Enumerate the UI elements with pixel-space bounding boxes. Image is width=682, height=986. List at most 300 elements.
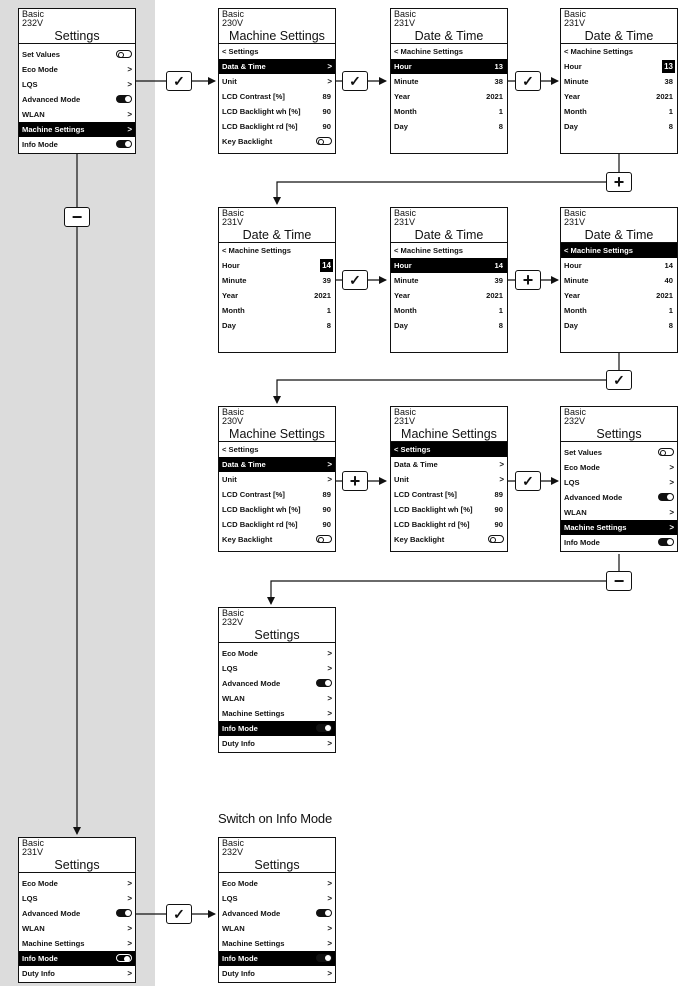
row-label: Hour [564, 62, 582, 71]
row-label: Unit [222, 475, 237, 484]
mode-label: Basic [564, 208, 587, 218]
row-label: Advanced Mode [564, 493, 623, 502]
row-label: WLAN [222, 694, 245, 703]
menu-row[interactable] [391, 104, 507, 119]
menu-row[interactable] [391, 457, 507, 472]
row-value: 2021 [486, 291, 503, 300]
chevron-right-icon: > [127, 924, 132, 933]
device-screen [560, 8, 678, 154]
row-label: Info Mode [222, 954, 258, 963]
menu-row[interactable] [219, 472, 335, 487]
row-label: Year [394, 291, 411, 300]
menu-row[interactable] [391, 502, 507, 517]
row-value: 8 [326, 321, 331, 330]
chevron-right-icon: > [127, 110, 132, 119]
menu-row[interactable] [19, 906, 135, 921]
row-label: WLAN [22, 924, 45, 933]
mode-label: Basic [222, 208, 245, 218]
chevron-right-icon: > [669, 463, 674, 472]
chevron-right-icon: > [127, 894, 132, 903]
device-screen [218, 207, 336, 353]
row-value: 90 [322, 107, 331, 116]
row-value: 1 [326, 306, 331, 315]
row-value: 8 [498, 321, 503, 330]
row-label: Month [394, 107, 417, 116]
menu-row[interactable] [219, 736, 335, 751]
menu-row[interactable] [219, 502, 335, 517]
chevron-right-icon: > [327, 460, 332, 469]
menu-row[interactable] [19, 891, 135, 906]
menu-row[interactable] [561, 288, 677, 303]
menu-row[interactable] [391, 258, 507, 273]
screen-title: Machine Settings [219, 427, 335, 442]
menu-row[interactable] [219, 318, 335, 333]
mode-label: Basic [394, 407, 417, 417]
row-value: 1 [668, 107, 673, 116]
menu-row[interactable] [391, 119, 507, 134]
row-value: 89 [322, 92, 331, 101]
menu-row[interactable] [219, 134, 335, 149]
row-label: Year [564, 291, 581, 300]
device-screen [18, 8, 136, 154]
screen-header [19, 9, 135, 29]
menu-row[interactable] [219, 706, 335, 721]
row-value: 90 [322, 505, 331, 514]
toggle-on-icon[interactable] [316, 724, 332, 732]
toggle-on-icon[interactable] [658, 538, 674, 546]
row-label: Minute [564, 276, 589, 285]
row-label: Duty Info [22, 969, 55, 978]
chevron-right-icon: > [127, 879, 132, 888]
row-value: 13 [494, 62, 503, 71]
menu-row[interactable] [19, 47, 135, 62]
row-label: Key Backlight [222, 535, 273, 544]
chevron-right-icon: > [669, 478, 674, 487]
caption: Switch on Info Mode [218, 811, 332, 826]
back-nav[interactable]: < Machine Settings [222, 246, 291, 255]
voltage-label: 231V [22, 847, 44, 857]
plus-button[interactable]: + [606, 172, 632, 192]
row-value: 90 [322, 520, 331, 529]
voltage-label: 231V [394, 18, 416, 28]
row-label: Data & Time [394, 460, 438, 469]
menu-row[interactable] [561, 59, 677, 74]
back-nav[interactable]: < Settings [391, 442, 507, 457]
chevron-right-icon: > [127, 969, 132, 978]
row-label: Day [394, 321, 408, 330]
confirm-button[interactable]: ✓ [342, 71, 368, 91]
chevron-right-icon: > [127, 65, 132, 74]
confirm-button[interactable]: ✓ [515, 471, 541, 491]
row-value: 8 [668, 122, 673, 131]
row-label: Key Backlight [394, 535, 445, 544]
voltage-label: 232V [564, 416, 586, 426]
menu-row[interactable] [19, 122, 135, 137]
row-label: Advanced Mode [222, 679, 281, 688]
row-label: Advanced Mode [22, 909, 81, 918]
device-screen [218, 406, 336, 552]
confirm-button[interactable]: ✓ [166, 71, 192, 91]
menu-row[interactable] [219, 876, 335, 891]
row-label: Eco Mode [222, 879, 258, 888]
row-label: Info Mode [22, 140, 58, 149]
menu-row[interactable] [219, 119, 335, 134]
menu-row[interactable] [561, 273, 677, 288]
device-screen [560, 207, 678, 353]
row-label: LCD Backlight rd [%] [394, 520, 470, 529]
chevron-right-icon: > [327, 879, 332, 888]
row-label: WLAN [222, 924, 245, 933]
screen-title: Settings [19, 858, 135, 873]
toggle-off-icon[interactable] [658, 448, 674, 456]
screen-header [561, 9, 677, 29]
menu-row[interactable] [219, 74, 335, 89]
menu-row[interactable] [219, 891, 335, 906]
row-value: 2021 [656, 291, 673, 300]
device-screen [390, 207, 508, 353]
chevron-right-icon: > [327, 62, 332, 71]
toggle-on-icon[interactable] [316, 954, 332, 962]
chevron-right-icon: > [327, 969, 332, 978]
row-label: Machine Settings [564, 523, 627, 532]
row-label: Month [222, 306, 245, 315]
menu-row[interactable] [561, 490, 677, 505]
menu-row[interactable] [561, 303, 677, 318]
row-value: 1 [668, 306, 673, 315]
row-value: 1 [498, 306, 503, 315]
menu-row[interactable] [391, 487, 507, 502]
menu-row[interactable] [219, 676, 335, 691]
menu-row[interactable] [561, 520, 677, 535]
chevron-right-icon: > [499, 475, 504, 484]
menu-row[interactable] [19, 921, 135, 936]
row-value: 38 [664, 77, 673, 86]
menu-row[interactable] [219, 59, 335, 74]
chevron-right-icon: > [669, 508, 674, 517]
row-value: 38 [494, 77, 503, 86]
chevron-right-icon: > [327, 664, 332, 673]
screen-header [219, 407, 335, 427]
row-label: Minute [394, 77, 419, 86]
row-label: Month [394, 306, 417, 315]
menu-row[interactable] [561, 74, 677, 89]
row-label: LCD Backlight wh [%] [394, 505, 473, 514]
menu-row[interactable] [19, 936, 135, 951]
plus-button[interactable]: + [342, 471, 368, 491]
row-value: 13 [664, 62, 673, 71]
voltage-label: 231V [222, 217, 244, 227]
row-value: 14 [664, 261, 673, 270]
voltage-label: 231V [564, 217, 586, 227]
row-value: 39 [494, 276, 503, 285]
minus-button[interactable]: − [64, 207, 90, 227]
chevron-right-icon: > [327, 694, 332, 703]
device-screen [560, 406, 678, 552]
screen-header [391, 9, 507, 29]
screen-header [219, 9, 335, 29]
device-screen [218, 837, 336, 983]
mode-label: Basic [222, 9, 245, 19]
menu-row[interactable] [19, 77, 135, 92]
back-nav[interactable]: < Machine Settings [394, 246, 463, 255]
confirm-button[interactable]: ✓ [342, 270, 368, 290]
row-value: 40 [664, 276, 673, 285]
toggle-on-icon[interactable] [316, 909, 332, 917]
mode-label: Basic [564, 9, 587, 19]
menu-row[interactable] [219, 303, 335, 318]
row-label: Advanced Mode [222, 909, 281, 918]
toggle-off-icon[interactable] [116, 954, 132, 962]
device-screen [218, 607, 336, 753]
menu-row[interactable] [219, 951, 335, 966]
menu-row[interactable] [19, 92, 135, 107]
row-label: Day [564, 321, 578, 330]
row-label: Eco Mode [222, 649, 258, 658]
row-label: Unit [394, 475, 409, 484]
minus-button[interactable]: − [606, 571, 632, 591]
screen-title: Settings [219, 628, 335, 643]
screen-title: Settings [561, 427, 677, 442]
row-label: Machine Settings [222, 939, 285, 948]
menu-row[interactable] [391, 532, 507, 547]
row-label: LCD Contrast [%] [394, 490, 457, 499]
row-label: Info Mode [22, 954, 58, 963]
row-label: Key Backlight [222, 137, 273, 146]
row-value: 2021 [314, 291, 331, 300]
screen-title: Settings [219, 858, 335, 873]
row-label: LQS [564, 478, 580, 487]
chevron-right-icon: > [327, 475, 332, 484]
row-label: Eco Mode [22, 879, 58, 888]
row-label: Day [394, 122, 408, 131]
menu-row[interactable] [219, 104, 335, 119]
screen-header [391, 407, 507, 427]
row-label: Machine Settings [222, 709, 285, 718]
mode-label: Basic [394, 9, 417, 19]
screen-title: Machine Settings [391, 427, 507, 442]
back-nav[interactable]: < Machine Settings [564, 47, 633, 56]
row-value: 2021 [486, 92, 503, 101]
mode-label: Basic [22, 838, 45, 848]
menu-row[interactable] [391, 288, 507, 303]
row-value: 14 [322, 261, 331, 270]
chevron-right-icon: > [327, 894, 332, 903]
screen-header [391, 208, 507, 228]
row-value: 8 [668, 321, 673, 330]
confirm-button[interactable]: ✓ [166, 904, 192, 924]
row-label: Hour [564, 261, 582, 270]
screen-title: Date & Time [561, 29, 677, 44]
screen-title: Machine Settings [219, 29, 335, 44]
menu-row[interactable] [561, 318, 677, 333]
row-label: Machine Settings [22, 939, 85, 948]
menu-row[interactable] [561, 505, 677, 520]
toggle-off-icon[interactable] [316, 535, 332, 543]
menu-row[interactable] [391, 472, 507, 487]
row-label: Info Mode [564, 538, 600, 547]
menu-row[interactable] [219, 966, 335, 981]
row-value: 2021 [656, 92, 673, 101]
menu-row[interactable] [561, 119, 677, 134]
menu-row[interactable] [391, 318, 507, 333]
toggle-off-icon[interactable] [116, 50, 132, 58]
row-label: Hour [394, 261, 412, 270]
row-label: Hour [222, 261, 240, 270]
menu-row[interactable] [19, 966, 135, 981]
menu-row[interactable] [561, 89, 677, 104]
row-label: Machine Settings [22, 125, 85, 134]
voltage-label: 230V [222, 416, 244, 426]
voltage-label: 232V [222, 847, 244, 857]
confirm-button[interactable]: ✓ [606, 370, 632, 390]
mode-label: Basic [222, 407, 245, 417]
chevron-right-icon: > [327, 924, 332, 933]
row-value: 14 [494, 261, 503, 270]
confirm-button[interactable]: ✓ [515, 71, 541, 91]
row-value: 89 [494, 490, 503, 499]
menu-row[interactable] [219, 487, 335, 502]
screen-header [561, 208, 677, 228]
menu-row[interactable] [219, 936, 335, 951]
voltage-label: 232V [22, 18, 44, 28]
chevron-right-icon: > [499, 460, 504, 469]
menu-row[interactable] [19, 62, 135, 77]
menu-row[interactable] [561, 535, 677, 550]
voltage-label: 231V [394, 217, 416, 227]
back-nav[interactable]: < Machine Settings [394, 47, 463, 56]
row-label: Hour [394, 62, 412, 71]
screen-title: Date & Time [561, 228, 677, 243]
row-label: Data & Time [222, 62, 266, 71]
row-label: Duty Info [222, 739, 255, 748]
menu-row[interactable] [19, 137, 135, 152]
menu-row[interactable] [219, 906, 335, 921]
device-screen [18, 837, 136, 983]
chevron-right-icon: > [127, 125, 132, 134]
row-label: LQS [222, 894, 238, 903]
toggle-on-icon[interactable] [316, 679, 332, 687]
menu-row[interactable] [219, 288, 335, 303]
menu-row[interactable] [561, 258, 677, 273]
menu-row[interactable] [391, 517, 507, 532]
back-nav[interactable]: < Settings [222, 47, 259, 56]
voltage-label: 231V [394, 416, 416, 426]
row-label: LCD Backlight wh [%] [222, 505, 301, 514]
toggle-on-icon[interactable] [658, 493, 674, 501]
menu-row[interactable] [219, 532, 335, 547]
menu-row[interactable] [219, 89, 335, 104]
menu-row[interactable] [219, 646, 335, 661]
menu-row[interactable] [219, 721, 335, 736]
row-value: 8 [498, 122, 503, 131]
menu-row[interactable] [219, 921, 335, 936]
row-label: Month [564, 107, 587, 116]
menu-row[interactable] [219, 517, 335, 532]
menu-row[interactable] [219, 457, 335, 472]
mode-label: Basic [222, 608, 245, 618]
row-label: Eco Mode [564, 463, 600, 472]
row-label: Day [564, 122, 578, 131]
row-label: LCD Contrast [%] [222, 92, 285, 101]
mode-label: Basic [394, 208, 417, 218]
toggle-on-icon[interactable] [116, 909, 132, 917]
menu-row[interactable] [391, 273, 507, 288]
mode-label: Basic [564, 407, 587, 417]
row-value: 89 [322, 490, 331, 499]
row-value: 1 [498, 107, 503, 116]
row-label: LQS [22, 894, 38, 903]
row-value: 39 [322, 276, 331, 285]
menu-row[interactable] [561, 445, 677, 460]
menu-row[interactable] [219, 661, 335, 676]
screen-header [561, 407, 677, 427]
menu-row[interactable] [391, 74, 507, 89]
screen-title: Date & Time [219, 228, 335, 243]
row-label: Eco Mode [22, 65, 58, 74]
row-label: Year [564, 92, 581, 101]
menu-row[interactable] [561, 460, 677, 475]
row-label: Month [564, 306, 587, 315]
row-label: Minute [222, 276, 247, 285]
menu-row[interactable] [391, 303, 507, 318]
row-label: LQS [22, 80, 38, 89]
mode-label: Basic [222, 838, 245, 848]
device-screen [218, 8, 336, 154]
chevron-right-icon: > [327, 649, 332, 658]
row-label: Minute [394, 276, 419, 285]
plus-button[interactable]: + [515, 270, 541, 290]
row-label: Set Values [564, 448, 602, 457]
row-value: 90 [494, 520, 503, 529]
menu-row[interactable] [219, 273, 335, 288]
row-label: WLAN [22, 110, 45, 119]
row-label: Unit [222, 77, 237, 86]
menu-row[interactable] [391, 59, 507, 74]
menu-row[interactable] [561, 475, 677, 490]
screen-title: Date & Time [391, 29, 507, 44]
toggle-off-icon[interactable] [488, 535, 504, 543]
row-label: Year [394, 92, 411, 101]
row-label: Year [222, 291, 239, 300]
menu-row[interactable] [391, 89, 507, 104]
back-nav[interactable]: < Settings [222, 445, 259, 454]
toggle-on-icon[interactable] [116, 95, 132, 103]
screen-header [219, 608, 335, 628]
row-label: Duty Info [222, 969, 255, 978]
device-screen [390, 406, 508, 552]
screen-header [219, 838, 335, 858]
screen-header [219, 208, 335, 228]
toggle-on-icon[interactable] [116, 140, 132, 148]
row-label: LQS [222, 664, 238, 673]
chevron-right-icon: > [327, 709, 332, 718]
menu-row[interactable] [19, 951, 135, 966]
screen-header [19, 838, 135, 858]
chevron-right-icon: > [127, 939, 132, 948]
back-nav[interactable]: < Machine Settings [561, 243, 677, 258]
chevron-right-icon: > [327, 739, 332, 748]
chevron-right-icon: > [327, 939, 332, 948]
menu-row[interactable] [19, 107, 135, 122]
menu-row[interactable] [219, 258, 335, 273]
voltage-label: 230V [222, 18, 244, 28]
menu-row[interactable] [219, 691, 335, 706]
menu-row[interactable] [19, 876, 135, 891]
menu-row[interactable] [561, 104, 677, 119]
toggle-off-icon[interactable] [316, 137, 332, 145]
screen-title: Settings [19, 29, 135, 44]
row-label: Set Values [22, 50, 60, 59]
